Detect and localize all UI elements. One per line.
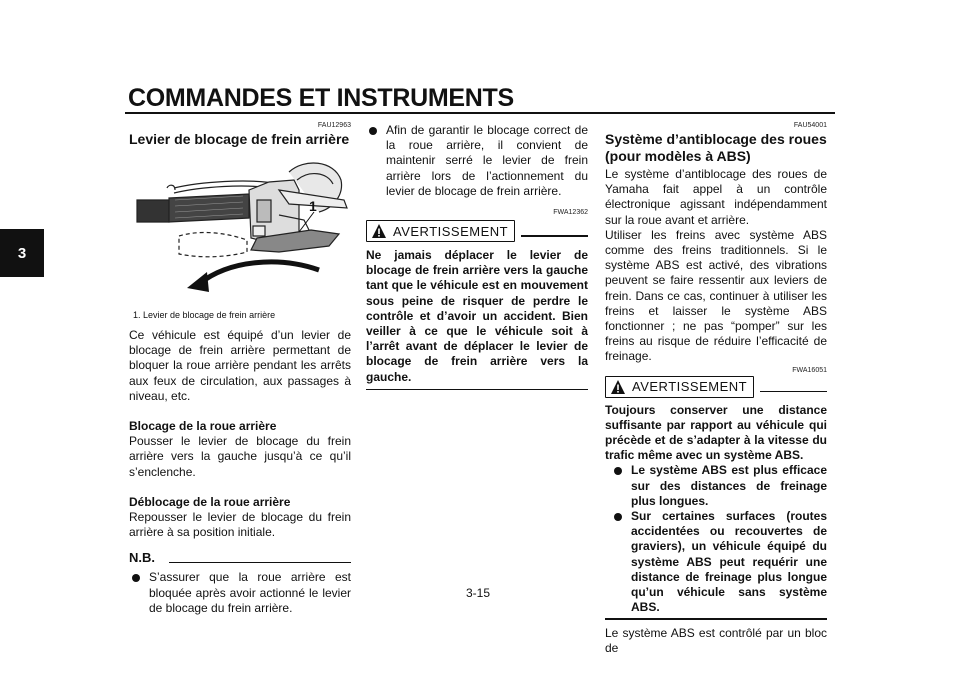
warning-bullet-1 — [605, 463, 827, 509]
column-1-body — [129, 328, 351, 616]
warning-triangle-icon — [610, 379, 626, 395]
warning-badge — [605, 376, 754, 398]
warning-triangle-icon — [371, 223, 387, 239]
warning-rule — [521, 235, 588, 237]
handlebar-lock-lever-drawing — [129, 160, 351, 302]
warning-text: Toujours conserver une distance suffisante par rapport au véhicule qui précède et de s’adapter à la vitesse du trafic même avec un système ABS. — [605, 402, 827, 463]
column-3 — [605, 122, 827, 656]
section-heading: Levier de blocage de frein arrière — [129, 131, 350, 147]
warning-rule — [760, 391, 827, 393]
section-code: FAU54001 — [793, 122, 827, 129]
warning-badge — [366, 220, 515, 242]
warning-bullet-2-text: Sur certaines surfaces (routes accidentées ou recouvertes de graviers), un véhicule équipé du système ABS peut requérir une distance de freinage plus longue qu’un véhicule sans système ABS. — [631, 509, 827, 615]
bullet-icon — [611, 509, 631, 615]
page-number: 3-15 — [466, 586, 491, 600]
page-header-title: COMMANDES ET INSTRUMENTS — [128, 84, 514, 112]
section-heading: Système d’antiblocage des roues (pour modèles à ABS) — [605, 131, 827, 164]
column-2 — [366, 123, 588, 390]
callout-number: 1 — [309, 198, 317, 214]
abs-paragraph-1: Le système d’antiblocage des roues de Yamaha fait appel à un contrôle électronique agissant indépendamment sur la roue avant et arrière. — [605, 167, 827, 227]
warning-header — [605, 376, 827, 398]
chapter-tab[interactable]: 3 — [0, 229, 44, 277]
warning-end-rule — [605, 618, 827, 620]
lock-paragraph: Pousser le levier de blocage du frein arrière vers la gauche jusqu’à ce qu’il s’enclenche. — [129, 434, 351, 479]
note-bullet-text: S’assurer que la roue arrière est bloquée après avoir actionné le levier de blocage du frein arrière. — [149, 570, 351, 615]
warning-label: AVERTISSEMENT — [632, 379, 748, 395]
abs-paragraph-2: Utiliser les freins avec système ABS comme des freins traditionnels. Si le système ABS est activé, des vibrations peuvent se faire ressentir aux leviers de frein. Dans ce cas, continuer à utiliser les freins et laisser le système ABS fonctionner ; ne pas “pomper” sur les freins au risque de réduire l’efficacité de freinage. — [605, 227, 827, 364]
unlock-paragraph: Repousser le levier de blocage du frein arrière à sa position initiale. — [129, 510, 351, 540]
lock-subheading: Blocage de la roue arrière — [129, 419, 277, 434]
unlock-subheading: Déblocage de la roue arrière — [129, 494, 291, 509]
warning-bullet-1-text: Le système ABS est plus efficace sur des distances de freinage plus longues. — [631, 463, 827, 508]
warning-label: AVERTISSEMENT — [393, 223, 509, 239]
section-code: FAU12963 — [317, 122, 351, 129]
bullet-icon — [129, 570, 149, 616]
note-header — [129, 550, 351, 565]
warning-text: Ne jamais déplacer le levier de blocage de frein arrière vers la gauche tant que le véhicule est en mouvement sous peine de risquer de perdre le contrôle et d’avoir un accident. Bien veiller à ce que le véhicule soit à l’arrêt avant de déplacer le levier de blocage de frein arrière vers la gauche. — [366, 248, 588, 384]
note-bullet — [129, 570, 351, 616]
figure-caption: 1. Levier de blocage de frein arrière — [133, 310, 276, 320]
lock-bullet-text: Afin de garantir le blocage correct de la roue arrière, il convient de maintenir serré le levier de frein arrière lors de l’actionnement du levier de blocage de frein arrière. — [386, 123, 588, 198]
lock-bullet — [366, 123, 588, 199]
warning-header — [366, 220, 588, 242]
warning-bullet-2 — [605, 509, 827, 615]
bullet-icon — [611, 463, 631, 509]
intro-paragraph: Ce véhicule est équipé d’un levier de blocage de frein arrière permettant de bloquer la roue arrière pendant les arrêts aux feux de circulation, aux passages à niveau, etc. — [129, 328, 351, 403]
warning-code: FWA16051 — [792, 366, 827, 374]
brake-lock-illustration — [129, 160, 351, 302]
abs-tail-paragraph: Le système ABS est contrôlé par un bloc de — [605, 625, 827, 656]
header-rule — [125, 112, 835, 114]
note-label: N.B. — [129, 550, 155, 566]
bullet-icon — [366, 123, 386, 199]
warning-end-rule — [366, 389, 588, 391]
note-rule — [169, 562, 351, 563]
warning-code: FWA12362 — [553, 209, 588, 217]
column-1 — [129, 122, 351, 148]
